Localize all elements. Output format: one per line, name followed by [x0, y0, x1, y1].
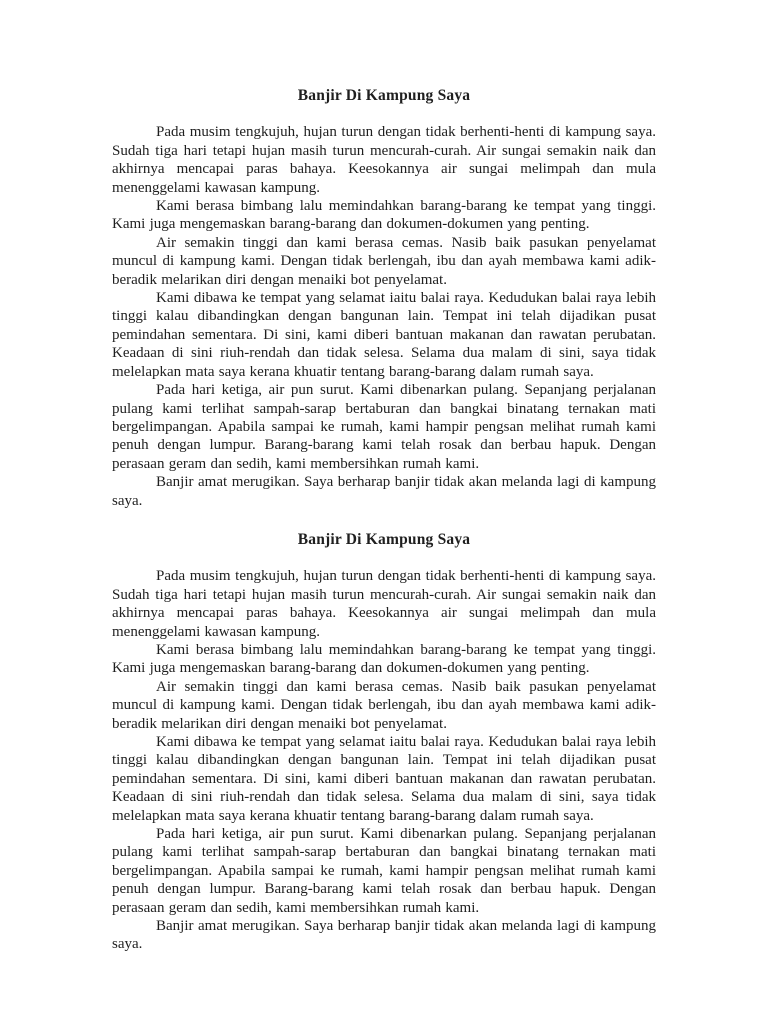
essay-paragraph: Banjir amat merugikan. Saya berharap banjir tidak akan melanda lagi di kampung saya. — [112, 474, 656, 509]
document-content — [112, 0, 656, 954]
essay-paragraph: Kami dibawa ke tempat yang selamat iaitu balai raya. Kedudukan balai raya lebih tinggi kalau dibandingkan dengan bangunan lain. Tempat ini telah dijadikan pusat pemindahan sementara. Di sini, kami diberi bantuan makanan dan rawatan perubatan. Keadaan di sini riuh-rendah dan tidak selesa. Selama dua malam di sini, saya tidak melelapkan mata saya kerana khuatir tentang barang-barang dalam rumah saya. — [112, 290, 656, 380]
essay-paragraph: Pada hari ketiga, air pun surut. Kami dibenarkan pulang. Sepanjang perjalanan pulang kami terlihat sampah-sarap bertaburan dan bangkai binatang ternakan mati bergelimpangan. Apabila sampai ke rumah, kami hampir pengsan melihat rumah kami penuh dengan lumpur. Barang-barang kami telah rosak dan berbau hapuk. Dengan perasaan geram dan sedih, kami membersihkan rumah kami. — [112, 826, 656, 916]
essay-paragraph: Air semakin tinggi dan kami berasa cemas. Nasib baik pasukan penyelamat muncul di kampung kami. Dengan tidak berlengah, ibu dan ayah membawa kami adik-beradik melarikan diri dengan menaiki bot penyelamat. — [112, 234, 656, 288]
essay-paragraph: Pada musim tengkujuh, hujan turun dengan tidak berhenti-henti di kampung saya. Sudah tiga hari tetapi hujan masih turun mencurah-curah. Air sungai semakin naik dan akhirnya mencapai paras bahaya. Keesokannya air sungai melimpah dan mula menenggelami kawasan kampung. — [112, 124, 656, 196]
essay-paragraph: Air semakin tinggi dan kami berasa cemas. Nasib baik pasukan penyelamat muncul di kampung kami. Dengan tidak berlengah, ibu dan ayah membawa kami adik-beradik melarikan diri dengan menaiki bot penyelamat. — [112, 678, 656, 732]
essay-paragraph: Pada musim tengkujuh, hujan turun dengan tidak berhenti-henti di kampung saya. Sudah tiga hari tetapi hujan masih turun mencurah-curah. Air sungai semakin naik dan akhirnya mencapai paras bahaya. Keesokannya air sungai melimpah dan mula menenggelami kawasan kampung. — [112, 568, 656, 640]
essay-title: Banjir Di Kampung Saya — [297, 530, 471, 548]
essay-section — [112, 87, 656, 510]
essay-title: Banjir Di Kampung Saya — [297, 87, 471, 104]
essay-paragraph: Banjir amat merugikan. Saya berharap banjir tidak akan melanda lagi di kampung saya. — [112, 918, 656, 953]
essay-paragraph: Kami dibawa ke tempat yang selamat iaitu balai raya. Kedudukan balai raya lebih tinggi kalau dibandingkan dengan bangunan lain. Tempat ini telah dijadikan pusat pemindahan sementara. Di sini, kami diberi bantuan makanan dan rawatan perubatan. Keadaan di sini riuh-rendah dan tidak selesa. Selama dua malam di sini, saya tidak melelapkan mata saya kerana khuatir tentang barang-barang dalam rumah saya. — [112, 734, 656, 824]
essay-paragraph: Pada hari ketiga, air pun surut. Kami dibenarkan pulang. Sepanjang perjalanan pulang kami terlihat sampah-sarap bertaburan dan bangkai binatang ternakan mati bergelimpangan. Apabila sampai ke rumah, kami hampir pengsan melihat rumah kami penuh dengan lumpur. Barang-barang kami telah rosak dan berbau hapuk. Dengan perasaan geram dan sedih, kami membersihkan rumah kami. — [112, 382, 656, 472]
essay-paragraph: Kami berasa bimbang lalu memindahkan barang-barang ke tempat yang tinggi. Kami juga mengemaskan barang-barang dan dokumen-dokumen yang penting. — [112, 198, 656, 233]
essay-paragraph: Kami berasa bimbang lalu memindahkan barang-barang ke tempat yang tinggi. Kami juga mengemaskan barang-barang dan dokumen-dokumen yang penting. — [112, 641, 656, 677]
essay-section — [112, 531, 656, 954]
